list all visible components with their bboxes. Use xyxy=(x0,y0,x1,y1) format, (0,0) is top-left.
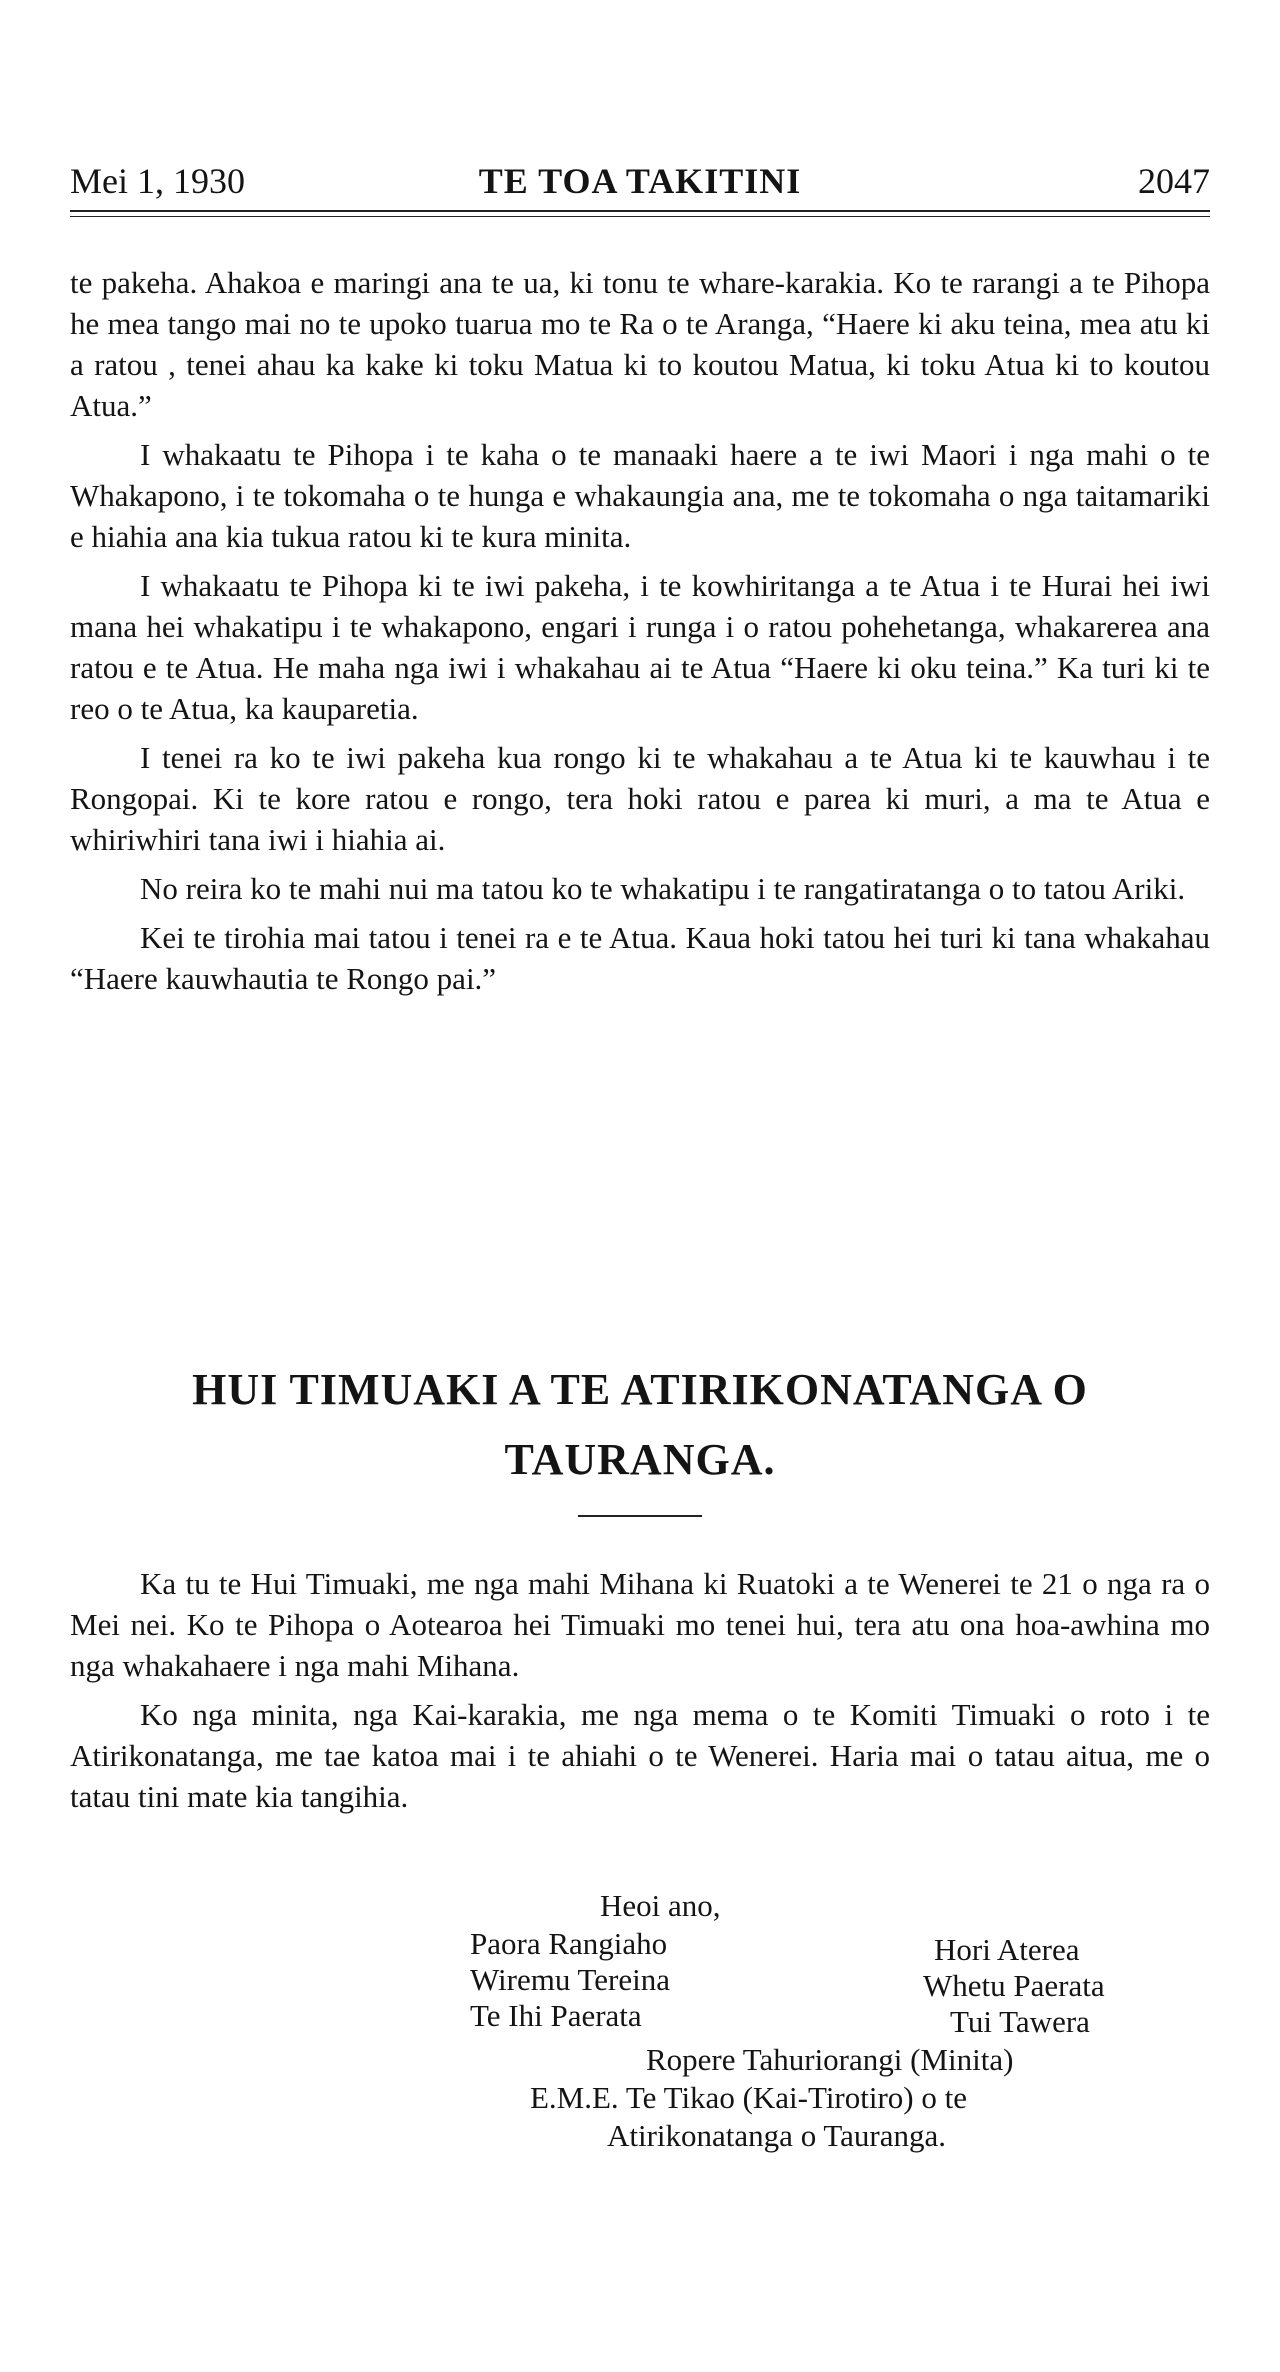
article-paragraph: I tenei ra ko te iwi pakeha kua rongo ki te whakahau a te Atua ki te kauwhau i te Rongopai. Ki te kore ratou e rongo, tera hoki ratou e parea ki muri, a ma te Atua e whiriwhiri tana iwi i hiahia ai. xyxy=(70,740,1210,857)
notice-paragraph: Ka tu te Hui Timuaki, me nga mahi Mihana ki Ruatoki a te Wenerei te 21 o nga ra o Mei nei. Ko te Pihopa o Aotearoa hei Timuaki mo tenei hui, tera atu ona hoa-awhina mo nga whakahaere i nga mahi Mihana. xyxy=(70,1566,1210,1683)
article-body xyxy=(70,262,1210,1007)
article-paragraph: I whakaatu te Pihopa ki te iwi pakeha, i te kowhiritanga a te Atua i te Hurai hei iwi mana hei whakatipu i te whakapono, engari i runga i o ratou pohehetanga, whakarerea ana ratou e te Atua. He maha nga iwi i whakahau ai te Atua “Haere ki oku teina.” Ka turi ki te reo o te Atua, ka kauparetia. xyxy=(70,568,1210,726)
article-paragraph: I whakaatu te Pihopa i te kaha o te manaaki haere a te iwi Maori i nga mahi o te Whakapono, i te tokomaha o te hunga e whakaungia ana, me te tokomaha o nga taitamariki e hiahia ana kia tukua ratou ki te kura minita. xyxy=(70,437,1210,554)
newspaper-page xyxy=(70,0,1210,2372)
article-paragraph: No reira ko te mahi nui ma tatou ko te whakatipu i te rangatiratanga o to tatou Ariki. xyxy=(140,871,1186,906)
signatory-right: Whetu Paerata xyxy=(923,1968,1105,2003)
header-rule xyxy=(70,210,1210,217)
notice-heading xyxy=(70,1355,1210,1495)
closing-line: Heoi ano, xyxy=(600,1888,721,1923)
notice-heading-line: TAURANGA. xyxy=(504,1435,776,1484)
signatory-left: Wiremu Tereina xyxy=(470,1962,671,1997)
notice-heading-line: HUI TIMUAKI A TE ATIRIKONATANGA O xyxy=(192,1365,1088,1414)
overseer-signature: E.M.E. Te Tikao (Kai-Tirotiro) o te xyxy=(530,2080,967,2115)
running-header xyxy=(70,160,1210,210)
section-divider xyxy=(578,1515,702,1517)
newspaper-title: TE TOA TAKITINI xyxy=(478,161,802,201)
overseer-signature-cont: Atirikonatanga o Tauranga. xyxy=(607,2118,947,2153)
signatory-right: Hori Aterea xyxy=(934,1932,1080,1967)
signatory-left: Paora Rangiaho xyxy=(470,1926,668,1961)
secretary-signature: Ropere Tahuriorangi (Minita) xyxy=(646,2042,1014,2077)
notice-body xyxy=(70,1563,1210,1825)
article-paragraph: te pakeha. Ahakoa e maringi ana te ua, ki tonu te whare-karakia. Ko te rarangi a te Pihopa he mea tango mai no te upoko tuarua mo te Ra o te Aranga, “Haere ki aku teina, mea atu ki a ratou , tenei ahau ka kake ki toku Matua ki to koutou Matua, ki toku Atua ki to koutou Atua.” xyxy=(70,265,1210,423)
page-number: 2047 xyxy=(1138,161,1210,201)
article-paragraph: Kei te tirohia mai tatou i tenei ra e te Atua. Kaua hoki tatou hei turi ki tana whakahau “Haere kauwhautia te Rongo pai.” xyxy=(70,920,1210,996)
notice-paragraph: Ko nga minita, nga Kai-karakia, me nga mema o te Komiti Timuaki o roto i te Atirikonatanga, me tae katoa mai i te ahiahi o te Wenerei. Haria mai o tatau aitua, me o tatau tini mate kia tangihia. xyxy=(70,1697,1210,1814)
signatory-right: Tui Tawera xyxy=(950,2004,1090,2039)
issue-date: Mei 1, 1930 xyxy=(70,161,245,201)
signatory-left: Te Ihi Paerata xyxy=(470,1998,642,2033)
